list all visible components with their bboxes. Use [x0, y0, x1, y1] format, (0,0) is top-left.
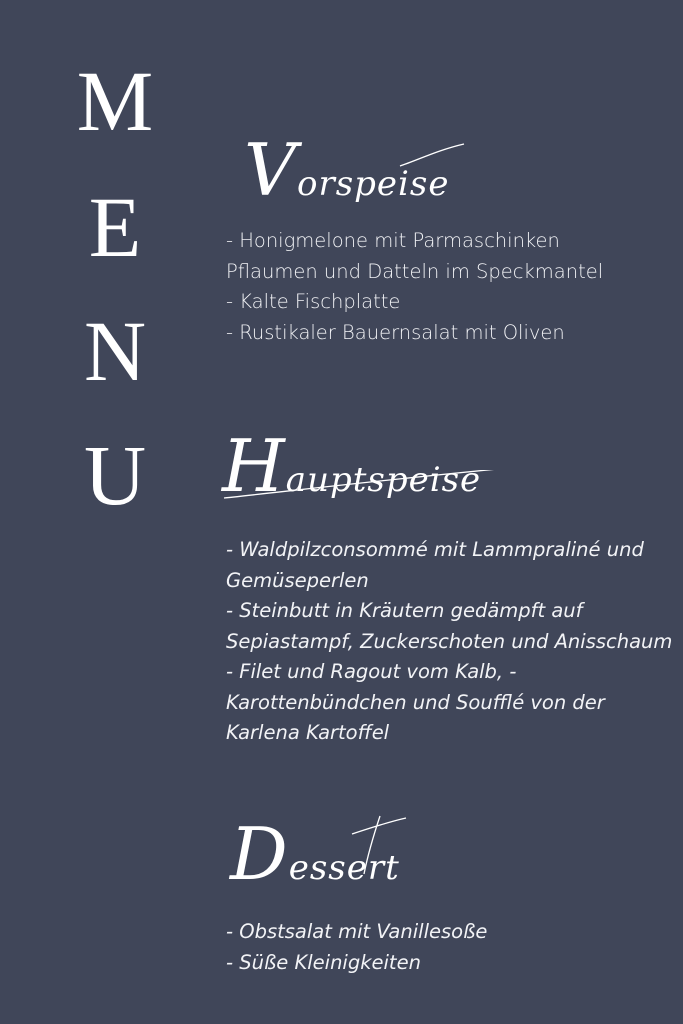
dessert-list — [226, 917, 487, 978]
list-item: Gemüseperlen — [226, 568, 369, 592]
list-item: - Kalte Fischplatte — [226, 290, 401, 313]
list-item: Karottenbündchen und Soufflé von der — [226, 690, 605, 714]
section-title-cap: D — [230, 812, 289, 896]
menu-letter-n: N — [83, 303, 147, 399]
section-title-rest: essert — [288, 848, 400, 888]
vorspeise-list — [226, 226, 603, 348]
menu-letter-u: U — [83, 427, 147, 523]
list-item: - Filet und Ragout vom Kalb, - — [226, 660, 517, 683]
list-item: - Waldpilzconsommé mit Lammpraliné und — [226, 538, 644, 561]
menu-letter-e: E — [88, 179, 142, 275]
list-item: - Steinbutt in Kräutern gedämpft auf — [226, 599, 583, 622]
list-item: - Obstsalat mit Vanillesoße — [226, 920, 488, 943]
list-item: Pflaumen und Datteln im Speckmantel — [226, 259, 604, 283]
list-item: - Rustikaler Bauernsalat mit Oliven — [226, 320, 565, 344]
section-title-cap: V — [244, 128, 297, 212]
vorspeise-flourish — [398, 140, 468, 170]
section-title-cap: H — [222, 424, 286, 508]
section-title-rest: auptspeise — [285, 460, 482, 500]
menu-letter-m: M — [76, 53, 154, 149]
hauptspeise-list — [226, 535, 672, 749]
list-item: Karlena Kartoffel — [226, 721, 390, 744]
section-title-rest: orspeise — [297, 164, 450, 204]
list-item: Sepiastampf, Zuckerschoten und Anisschaum — [226, 629, 673, 653]
hauptspeise-flourish — [222, 470, 512, 510]
list-item: - Honigmelone mit Parmaschinken — [226, 229, 560, 252]
list-item: - Süße Kleinigkeiten — [226, 950, 421, 974]
dessert-flourish — [350, 808, 410, 878]
